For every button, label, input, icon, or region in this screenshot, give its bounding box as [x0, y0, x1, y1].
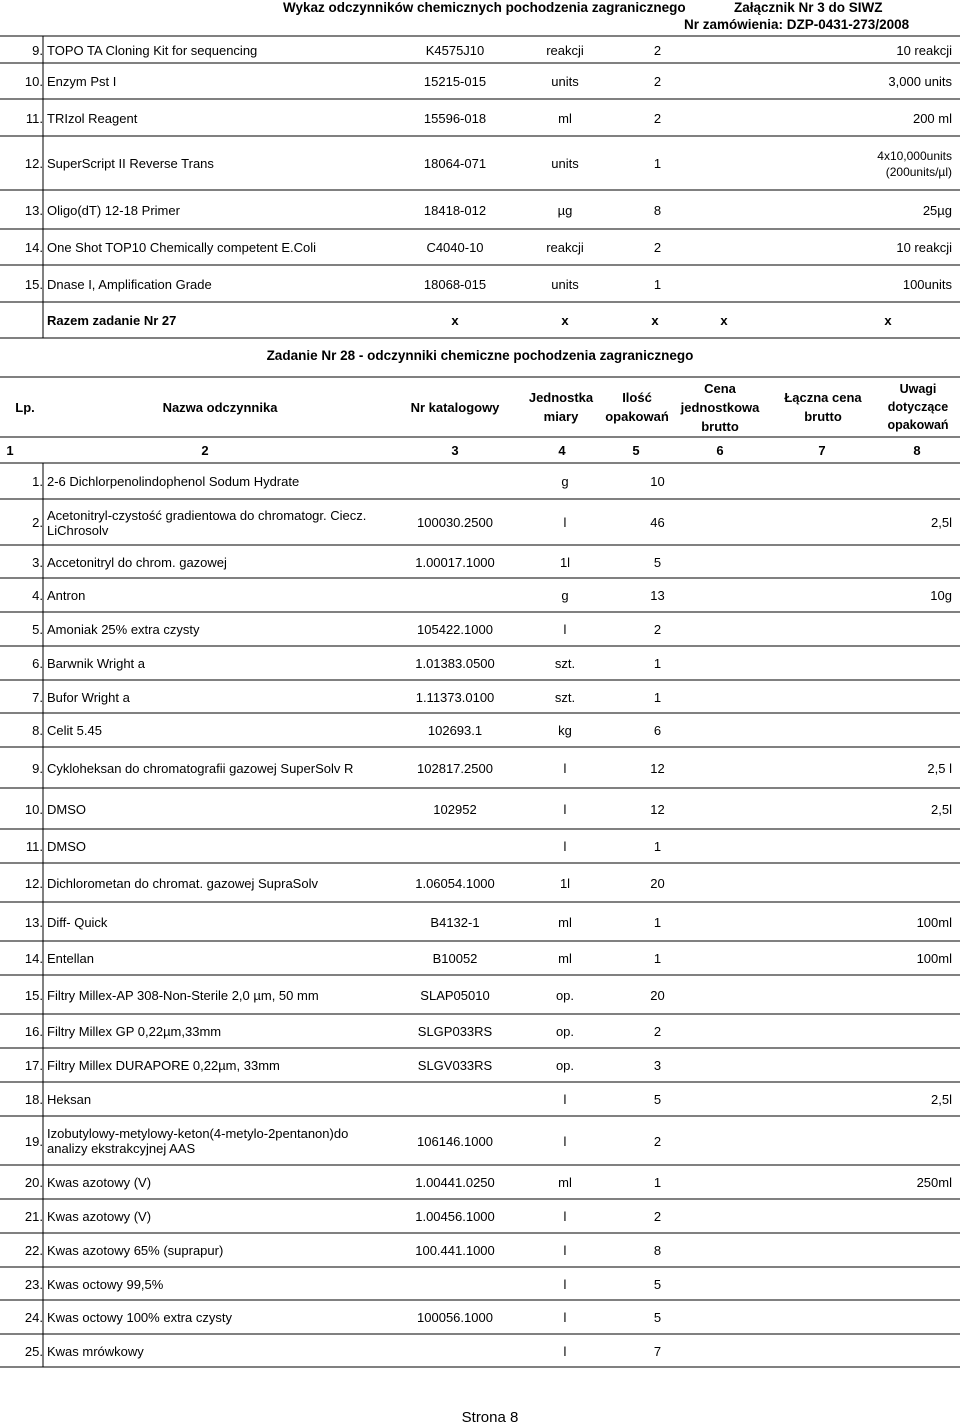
item-qty: 1 — [653, 1175, 662, 1190]
item-qty: 6 — [653, 723, 662, 738]
item-catalog: 18068-015 — [423, 276, 487, 292]
item-number: 4. — [32, 588, 43, 603]
item-name: Kwas azotowy (V) — [47, 1209, 152, 1224]
item-catalog — [380, 464, 530, 499]
item-number: 21. — [24, 1209, 43, 1224]
item-number: 15. — [24, 276, 43, 292]
item-remarks — [840, 647, 952, 680]
item-remarks — [840, 1015, 952, 1048]
item-number: 11. — [25, 839, 43, 854]
table-row — [0, 1083, 960, 1116]
order-number: Nr zamówienia: DZP-0431-273/2008 — [684, 17, 910, 32]
item-unit: reakcji — [546, 42, 584, 58]
item-remarks — [840, 1049, 952, 1082]
item-remarks: 100ml — [916, 951, 952, 966]
item-remarks: 100ml — [916, 914, 952, 930]
item-name: Kwas octowy 99,5% — [47, 1276, 164, 1292]
col-header-total-price: Łączna cena brutto — [784, 390, 862, 424]
item-number: 9. — [32, 760, 43, 776]
item-unit: ml — [558, 1175, 572, 1190]
table-row — [0, 100, 960, 136]
item-qty: 8 — [653, 202, 662, 218]
column-number: 8 — [913, 443, 921, 458]
item-catalog — [380, 1335, 530, 1367]
item-unit: ml — [558, 914, 572, 930]
item-unit: µg — [557, 202, 573, 218]
summary-mark: x — [720, 313, 728, 328]
item-number: 12. — [24, 875, 43, 891]
item-remarks: 2,5l — [931, 515, 952, 530]
column-number: 3 — [451, 443, 459, 458]
item-number: 15. — [24, 987, 43, 1003]
item-qty: 5 — [653, 554, 662, 570]
item-number: 14. — [24, 951, 43, 966]
item-catalog: 106146.1000 — [417, 1133, 493, 1149]
item-unit: g — [561, 474, 569, 489]
item-number: 1. — [32, 474, 43, 489]
table-row — [0, 903, 960, 941]
item-unit: l — [563, 801, 567, 817]
summary-mark: x — [451, 313, 459, 328]
item-catalog: 1.00441.0250 — [415, 1175, 495, 1190]
item-remarks — [840, 681, 952, 713]
item-unit: l — [563, 1209, 567, 1224]
table-row — [0, 647, 960, 680]
item-unit: ml — [558, 951, 572, 966]
item-catalog: SLAP05010 — [420, 987, 490, 1003]
item-qty: 10 — [650, 474, 665, 489]
col-header-lp: Lp. — [15, 399, 35, 415]
item-number: 19. — [24, 1133, 43, 1149]
item-catalog — [380, 1083, 530, 1116]
col-header-unit: Jednostka miary — [528, 390, 594, 424]
document-title: Wykaz odczynników chemicznych pochodzenia zagranicznego — [283, 0, 686, 15]
item-remarks: 200 ml — [912, 110, 952, 126]
item-catalog: 18418-012 — [423, 202, 487, 218]
item-catalog: K4575J10 — [425, 42, 485, 58]
table-row — [0, 1301, 960, 1334]
item-unit: l — [563, 1276, 567, 1292]
item-number: 25. — [24, 1343, 43, 1359]
item-name: Filtry Millex GP 0,22µm,33mm — [47, 1024, 222, 1039]
table-row — [0, 830, 960, 863]
item-name: Barwnik Wright a — [47, 656, 146, 671]
column-number: 4 — [558, 443, 566, 458]
item-unit: reakcji — [546, 240, 584, 255]
item-unit: g — [561, 588, 569, 603]
item-name: Heksan — [47, 1092, 92, 1107]
item-catalog: C4040-10 — [426, 240, 484, 255]
item-qty: 20 — [650, 875, 665, 891]
table-row — [0, 681, 960, 713]
item-catalog: 105422.1000 — [417, 622, 493, 637]
item-number: 3. — [32, 554, 43, 570]
column-number: 6 — [716, 443, 724, 458]
table-row — [0, 1200, 960, 1233]
item-qty: 20 — [650, 987, 665, 1003]
item-unit: l — [563, 1343, 567, 1359]
column-number: 7 — [818, 443, 826, 458]
item-catalog: 15596-018 — [423, 110, 487, 126]
item-number: 14. — [24, 240, 43, 255]
table-row — [0, 1117, 960, 1165]
item-qty: 3 — [653, 1058, 662, 1073]
item-catalog: 1.00456.1000 — [415, 1209, 495, 1224]
table-row — [0, 714, 960, 747]
item-remarks — [840, 464, 952, 499]
item-name: Dichlorometan do chromat. gazowej SupraSolv — [47, 875, 318, 891]
item-qty: 2 — [653, 42, 662, 58]
table-row — [0, 64, 960, 99]
item-name: Antron — [47, 588, 86, 603]
item-unit: kg — [558, 723, 572, 738]
item-unit: l — [563, 1310, 567, 1325]
item-number: 10. — [24, 801, 43, 817]
item-unit: op. — [555, 1024, 575, 1039]
item-qty: 2 — [653, 74, 662, 89]
item-catalog: 18064-071 — [423, 156, 487, 171]
item-unit: szt. — [554, 656, 576, 671]
item-qty: 5 — [653, 1276, 662, 1292]
item-unit: l — [563, 760, 567, 776]
item-remarks — [840, 1268, 952, 1300]
item-remarks: 100units — [902, 276, 952, 292]
summary-mark: x — [651, 313, 659, 328]
item-qty: 8 — [653, 1243, 662, 1258]
item-remarks — [840, 1335, 952, 1367]
item-name: DMSO — [47, 801, 86, 817]
table-row — [0, 546, 960, 578]
item-qty: 2 — [653, 1133, 662, 1149]
column-number: 5 — [632, 443, 640, 458]
item-number: 12. — [24, 156, 43, 171]
item-remarks — [840, 714, 952, 747]
item-name: Celit 5.45 — [47, 723, 102, 738]
item-remarks — [840, 1301, 952, 1334]
item-number: 8. — [32, 723, 43, 738]
item-remarks: 2,5l — [931, 1092, 952, 1107]
item-unit: l — [563, 1133, 567, 1149]
item-name: Enzym Pst I — [47, 74, 117, 89]
item-unit: l — [563, 839, 567, 854]
item-remarks: 2,5l — [931, 801, 952, 817]
item-number: 13. — [24, 202, 43, 218]
table-row — [0, 976, 960, 1014]
item-number: 7. — [32, 689, 43, 705]
col-header-qty: Ilość opakowań — [605, 390, 669, 424]
col-header-unit-price: Cena jednostkowa brutto — [680, 380, 760, 434]
item-name: Kwas mrówkowy — [47, 1343, 144, 1359]
item-remarks: 250ml — [916, 1175, 952, 1190]
column-number: 1 — [6, 443, 14, 458]
item-qty: 5 — [653, 1092, 662, 1107]
item-remarks — [840, 976, 952, 1014]
item-remarks-line1: 4x10,000units — [877, 148, 952, 163]
table-row — [0, 1335, 960, 1367]
item-remarks — [840, 1234, 952, 1267]
col-header-name: Nazwa odczynnika — [162, 399, 278, 415]
item-number: 24. — [24, 1310, 43, 1325]
item-catalog: SLGV033RS — [417, 1058, 493, 1073]
item-catalog: 100056.1000 — [417, 1310, 493, 1325]
item-catalog: 100.441.1000 — [415, 1243, 495, 1258]
item-catalog: SLGP033RS — [417, 1024, 493, 1039]
item-catalog — [380, 579, 530, 612]
table-row — [0, 137, 960, 190]
item-name: Accetonitryl do chrom. gazowej — [47, 554, 227, 570]
item-name: Diff- Quick — [47, 914, 108, 930]
item-qty: 12 — [650, 760, 665, 776]
item-catalog: 1.11373.0100 — [415, 689, 495, 705]
item-qty: 1 — [653, 689, 662, 705]
item-unit: units — [551, 276, 579, 292]
table-row — [0, 1166, 960, 1199]
item-number: 6. — [32, 656, 43, 671]
item-catalog — [380, 1268, 530, 1300]
item-remarks: 10 reakcji — [896, 240, 952, 255]
item-qty: 13 — [650, 588, 665, 603]
item-number: 18. — [24, 1092, 43, 1107]
item-name: One Shot TOP10 Chemically competent E.Coli — [47, 240, 317, 255]
table-row — [0, 613, 960, 646]
item-catalog: 1.00017.1000 — [415, 554, 495, 570]
item-qty: 1 — [653, 656, 662, 671]
item-unit: l — [563, 1243, 567, 1258]
item-number: 17. — [24, 1058, 43, 1073]
item-remarks — [840, 1117, 952, 1165]
col-header-remarks: Uwagi dotyczące opakowań — [887, 382, 949, 432]
item-name: Kwas octowy 100% extra czysty — [47, 1310, 232, 1325]
item-number: 16. — [24, 1024, 43, 1039]
item-name: Filtry Millex DURAPORE 0,22µm, 33mm — [47, 1058, 280, 1073]
item-number: 10. — [24, 74, 43, 89]
item-number: 23. — [24, 1276, 43, 1292]
item-name: Cykloheksan do chromatografii gazowej SuperSolv R — [47, 760, 354, 776]
item-number: 22. — [24, 1243, 43, 1258]
item-name: 2-6 Dichlorpenolindophenol Sodum Hydrate — [47, 474, 300, 489]
item-qty: 1 — [653, 156, 662, 171]
item-remarks: 3,000 units — [888, 74, 952, 89]
table-row — [0, 37, 960, 63]
item-name: Amoniak 25% extra czysty — [47, 622, 200, 637]
item-name: TOPO TA Cloning Kit for sequencing — [47, 42, 258, 58]
item-qty: 7 — [653, 1343, 662, 1359]
item-number: 5. — [32, 622, 43, 637]
item-qty: 12 — [650, 801, 665, 817]
summary-mark: x — [561, 313, 569, 328]
item-number: 20. — [24, 1175, 43, 1190]
column-number: 2 — [201, 443, 209, 458]
item-remarks — [840, 613, 952, 646]
item-catalog — [380, 830, 530, 863]
table-row — [0, 266, 960, 302]
item-qty: 5 — [653, 1310, 662, 1325]
table-row — [0, 789, 960, 829]
item-qty: 2 — [653, 240, 662, 255]
item-number: 11. — [25, 110, 43, 126]
item-catalog: 1.01383.0500 — [415, 656, 495, 671]
table-row — [0, 1049, 960, 1082]
item-number: 2. — [32, 515, 43, 530]
table-row — [0, 579, 960, 612]
item-name: Kwas azotowy (V) — [47, 1175, 152, 1190]
item-catalog: 1.06054.1000 — [415, 875, 495, 891]
item-unit: units — [551, 74, 579, 89]
table-row — [0, 1268, 960, 1300]
item-unit: op. — [555, 987, 575, 1003]
item-name: Bufor Wright a — [47, 689, 130, 705]
item-name: Kwas azotowy 65% (suprapur) — [47, 1243, 224, 1258]
item-name: SuperScript II Reverse Trans — [47, 156, 214, 171]
item-remarks — [840, 137, 952, 190]
summary-row — [0, 303, 960, 338]
item-catalog: B10052 — [432, 951, 478, 966]
item-qty: 2 — [653, 1024, 662, 1039]
item-qty: 1 — [653, 276, 662, 292]
item-name: Acetonitryl-czystość gradientowa do chromatogr. Ciecz. LiChrosolv — [47, 507, 367, 538]
section-title: Zadanie Nr 28 - odczynniki chemiczne pochodzenia zagranicznego — [266, 348, 694, 363]
attachment-label: Załącznik Nr 3 do SIWZ — [734, 0, 883, 15]
item-remarks — [840, 864, 952, 902]
item-number: 13. — [24, 914, 43, 930]
item-remarks — [840, 546, 952, 578]
item-unit: 1l — [559, 875, 571, 891]
item-qty: 1 — [653, 951, 662, 966]
col-header-catalog: Nr katalogowy — [410, 399, 500, 415]
item-remarks: 10g — [930, 588, 952, 603]
table-row — [0, 1015, 960, 1048]
item-remarks: 10 reakcji — [896, 42, 952, 58]
item-name: Entellan — [47, 951, 94, 966]
item-remarks — [840, 1200, 952, 1233]
item-name: TRIzol Reagent — [47, 110, 138, 126]
table-row — [0, 230, 960, 265]
item-name: Izobutylowy-metylowy-keton(4-metylo-2pentanon)do analizy ekstrakcyjnej AAS — [47, 1126, 349, 1156]
item-unit: l — [563, 622, 567, 637]
item-remarks-line2: (200units/µl) — [885, 164, 952, 179]
item-remarks — [840, 830, 952, 863]
item-qty: 1 — [653, 839, 662, 854]
item-qty: 2 — [653, 110, 662, 126]
summary-mark: x — [884, 313, 892, 328]
item-qty: 46 — [650, 515, 665, 530]
table-row — [0, 191, 960, 229]
item-remarks: 2,5 l — [927, 760, 952, 776]
item-catalog: 15215-015 — [423, 74, 487, 89]
item-name: Filtry Millex-AP 308-Non-Sterile 2,0 µm, 50 mm — [47, 987, 319, 1003]
item-unit: 1l — [559, 554, 571, 570]
item-name: Dnase I, Amplification Grade — [47, 276, 212, 292]
table-row — [0, 864, 960, 902]
item-qty: 1 — [653, 914, 662, 930]
item-name: DMSO — [47, 839, 86, 854]
item-unit: szt. — [554, 689, 576, 705]
item-name: Oligo(dT) 12-18 Primer — [47, 202, 180, 218]
item-unit: op. — [555, 1058, 575, 1073]
table-row — [0, 1234, 960, 1267]
table-row — [0, 464, 960, 499]
item-qty: 2 — [653, 1209, 662, 1224]
item-number: 9. — [32, 42, 43, 58]
item-catalog: B4132-1 — [430, 914, 480, 930]
item-qty: 2 — [653, 622, 662, 637]
item-unit: l — [563, 515, 567, 530]
page-number: Strona 8 — [461, 1409, 519, 1426]
item-unit: units — [551, 156, 579, 171]
item-catalog: 102952 — [433, 801, 477, 817]
table-row — [0, 942, 960, 975]
item-catalog: 100030.2500 — [417, 515, 493, 530]
item-unit: l — [563, 1092, 567, 1107]
table-row — [0, 748, 960, 788]
table-row — [0, 500, 960, 545]
item-catalog: 102817.2500 — [417, 760, 493, 776]
item-catalog: 102693.1 — [427, 723, 483, 738]
item-remarks: 25µg — [922, 202, 952, 218]
summary-label: Razem zadanie Nr 27 — [47, 313, 177, 328]
item-unit: ml — [558, 110, 572, 126]
